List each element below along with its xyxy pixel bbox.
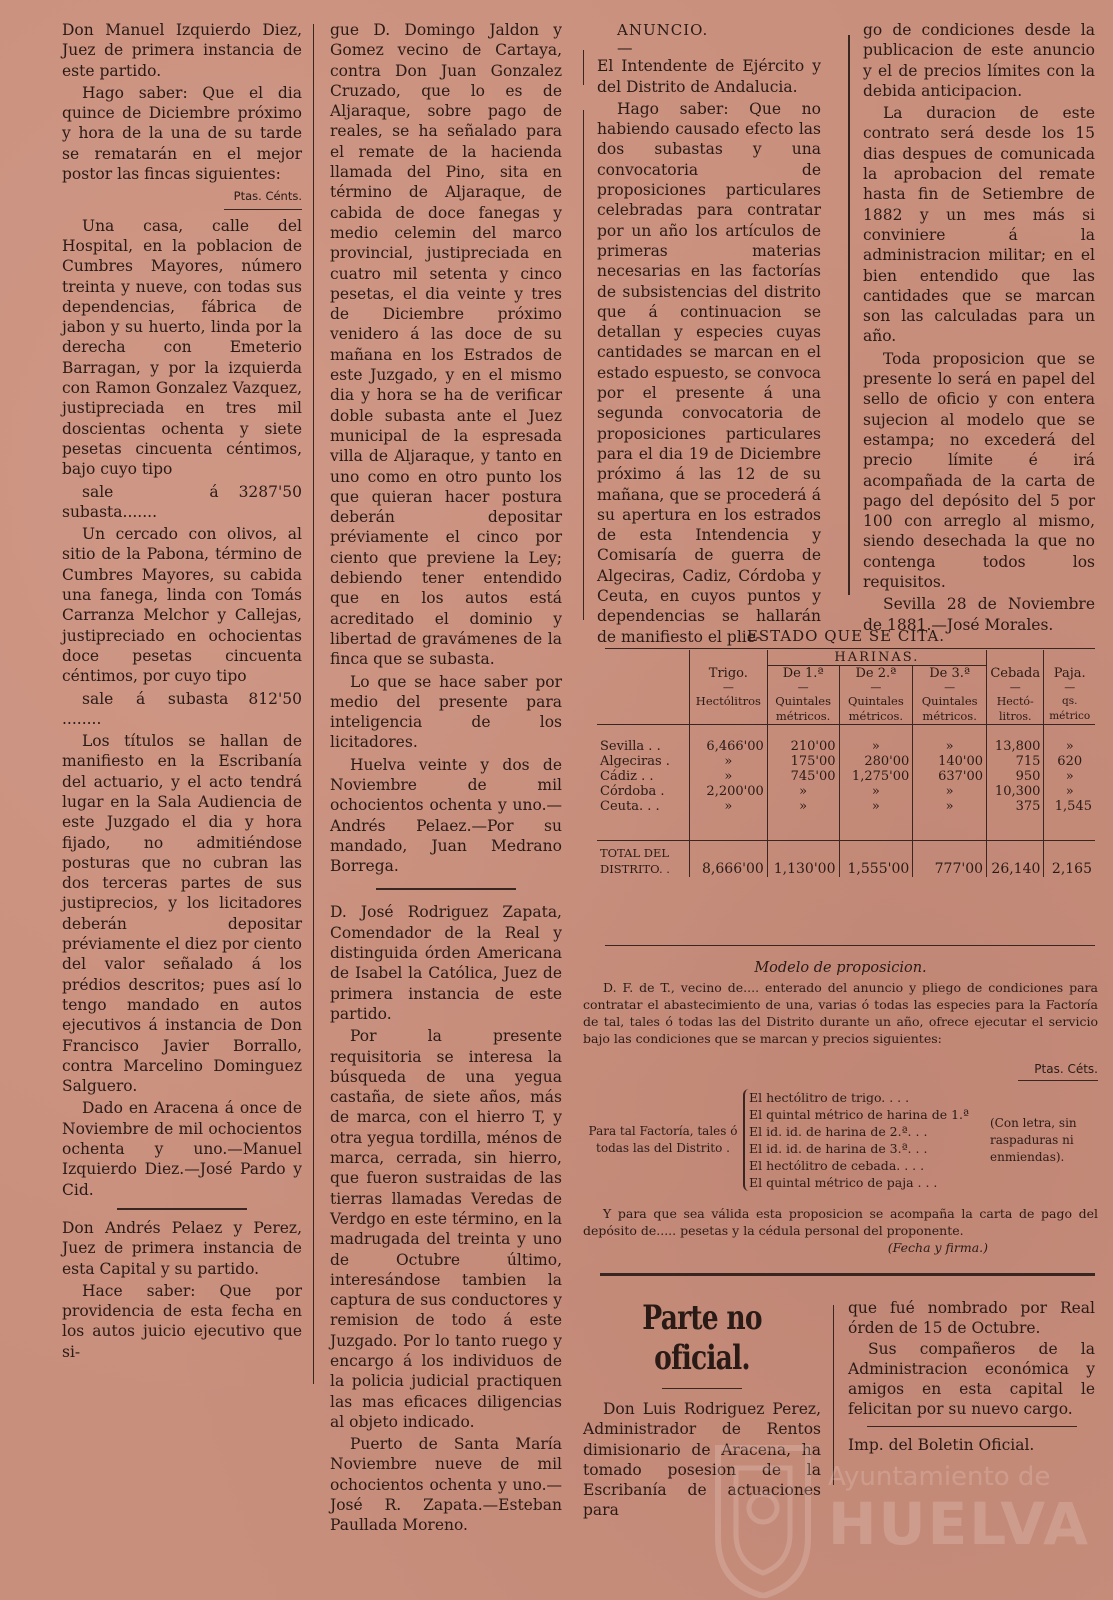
unit-label: qs. métrico (1044, 694, 1095, 725)
rule (600, 1273, 1095, 1276)
column-1 (62, 20, 302, 1364)
column-rule (583, 50, 584, 85)
table-row (597, 739, 1095, 754)
printer-imprint: Imp. del Boletin Oficial. (848, 1435, 1035, 1454)
table-cell: 715 (987, 754, 1044, 769)
edict-paragraph: Hago saber: Que el dia quince de Diciembre próximo y hora de la una de su tarde se rematarán en el mejor postor las fincas siguientes: (62, 83, 302, 184)
modelo-item: El hectólitro de cebada. . . . (749, 1158, 925, 1173)
total-label-line: TOTAL DEL (600, 846, 669, 860)
modelo-proposicion (583, 960, 1098, 1256)
table-cell: » (767, 784, 839, 799)
row-label: Cádiz . . (600, 769, 654, 784)
column-rule (313, 24, 314, 1384)
price-label: sale á subasta....... (62, 482, 219, 521)
row-label: Córdoba . (600, 784, 665, 799)
table-row (597, 784, 1095, 799)
table-cell: » (913, 784, 987, 799)
column-header: De 1.ª (767, 666, 839, 682)
edict-heading: Don Manuel Izquierdo Diez, Juez de primera instancia de este partido. (62, 21, 302, 80)
table-cell: 950 (987, 769, 1044, 784)
modelo-item: El id. id. de harina de 2.ª. . . (749, 1124, 928, 1139)
edict-heading: Don Andrés Pelaez y Perez, Juez de primera instancia de esta Capital y su partido. (62, 1218, 302, 1278)
property-description: Una casa, calle del Hospital, en la poblacion de Cumbres Mayores, número treinta y nueve, con todas sus dependencias, fábrica de jabon y su huerto, linda por la derecha con Emeterio Barragan, y por la izquierda con Ramon Gonzalez Vazquez, justipreciada en tres mil doscientas ochenta y siete pesetas cincuenta céntimos, bajo cuyo tipo (62, 216, 302, 479)
separator (376, 888, 516, 890)
total-cell: 2,165 (1044, 841, 1095, 878)
parte-paragraph: Sus compañeros de la Administracion económica y amigos en esta capital le felicitan por su nuevo cargo. (848, 1339, 1095, 1419)
shield-icon (708, 1438, 818, 1598)
modelo-items-block (583, 1089, 1098, 1191)
anuncio-paragraph: Hago saber: Que no habiendo causado efecto las dos subastas y una convocatoria de proposiciones particulares celebradas para contratar por un año los artículos de primeras materias necesarias en las factorías de subsistencias del distrito que á continuacion se detallan y especies cuyas cantidades se marcan en el estado espuesto, se convoca por el presente á una segunda convocatoria de proposiciones particulares para el dia 19 de Diciembre próximo á las 12 de su mañana, que se procederá á su apertura en los estrados de esta Intendencia y Comisaría de guerra de Algeciras, Cadiz, Córdoba y Ceuta, en cuyos puntos y dependencias se hallarán de manifiesto el plie- (597, 99, 821, 646)
separator (117, 1208, 247, 1210)
archive-watermark (708, 1438, 1098, 1598)
row-label: Ceuta. . . (600, 799, 660, 814)
edict-signature: Huelva veinte y dos de Noviembre de mil ochocientos ochenta y uno.—Andrés Pelaez.—Por su mandado, Juan Medrano Borrega. (330, 755, 562, 876)
rule (224, 209, 302, 210)
watermark-top-text: Ayuntamiento de (828, 1462, 1051, 1492)
requisitoria-paragraph: Por la presente requisitoria se interesa la búsqueda de una yegua castaña, de siete años, más de marca, con el hierro T, y otra yegua tordilla, ménos de marca, cerrada, sin hierro, que fueron sustraidas de las tierras llamadas Veredas de Verdgo en este término, en la madrugada del treinta y uno de Octubre último, interesándose tambien la captura de sus conductores y remision de todo á este Juzgado. Por lo tanto ruego y encargo á los individuos de la policia judicial practiquen las mas eficaces diligencias al objeto indicado. (330, 1027, 562, 1431)
rule (1018, 1080, 1098, 1081)
table-cell: 620 (1044, 754, 1095, 769)
unit-label: Quintales métricos. (913, 694, 987, 725)
anuncio-title: ANUNCIO. (617, 21, 709, 39)
unit-label: Quintales métricos. (839, 694, 913, 725)
table-cell: 745'00 (767, 769, 839, 784)
modelo-title: Modelo de proposicion. (754, 960, 927, 976)
table-cell: » (913, 739, 987, 754)
row-label: Algeciras . (600, 754, 670, 769)
total-row (597, 841, 1095, 878)
anuncio-paragraph: go de condiciones desde la publicacion de este anuncio y el de precios límites con la debida anticipacion. (863, 21, 1095, 100)
edict-signature: Dado en Aracena á once de Noviembre de mil ochocientos ochenta y uno.—Manuel Izquierdo Diez.—José Pardo y Cid. (62, 1099, 302, 1199)
table-cell: 13,800 (987, 739, 1044, 754)
unit-label: Hectó-litros. (987, 694, 1044, 725)
total-cell: 1,555'00 (839, 841, 913, 878)
edict-paragraph: Lo que se hace saber por medio del presente para inteligencia de los licitadores. (330, 672, 562, 752)
column-rule (848, 35, 850, 595)
rule (605, 648, 1095, 649)
modelo-ptas-header: Ptas. Céts. (1034, 1062, 1098, 1076)
column-header: Cebada (987, 666, 1044, 682)
table-cell: » (839, 739, 913, 754)
column-rule (583, 110, 584, 620)
edict-paragraph: gue D. Domingo Jaldon y Gomez vecino de Cartaya, contra Don Juan Gonzalez Cruzado, que lo es de Aljaraque, sobre pago de reales, se ha señalado para el remate de la hacienda llamada del Pino, sita en término de Aljaraque, de cabida de doce fanegas y medio celemin del marco provincial, justipreciada en cuatro mil setenta y cinco pesetas, el dia veinte y tres de Diciembre próximo venidero á las doce de su mañana en los Estrados de este Juzgado, y en el mismo dia y hora se ha de verificar doble subasta ante el Juez municipal de la espresada villa de Aljaraque, y tanto en uno como en otro punto los que quieran hacer postura deberán depositar préviamente el cinco por ciento que previene la Ley; debiendo tener entendido que en los autos está acreditado el dominio y libertad de gravámenes de la finca que se subasta. (330, 21, 562, 669)
table-cell: 6,466'00 (689, 739, 767, 754)
edict-heading: D. José Rodriguez Zapata, Comendador de la Real y distinguida órden Americana de Isabel la Católica, Juez de primera instancia de este partido. (330, 903, 562, 1023)
total-cell: 8,666'00 (689, 841, 767, 878)
rule (662, 1388, 742, 1389)
estado-table: HARINAS. Trigo. De 1.ª De 2.ª De 3.ª Cebada Paja. — — — — — — Hectólitros Quintales métricos. Quintales métricos. Quintales métricos. Hectó-litros. qs. métrico Sevilla . . 6,466'00 210'00 » » 13,800 » Algeciras . » 175'00 280'00 140'00 715 620 Cádiz . . » 745'00 1,275'00 637'00 950 » Córdoba . 2,200'00 » » » 10,300 » Ceuta. . . » » » » 375 1,545 TOTAL DEL DISTRITO. . 8,666'00 1,130'00 1,555'00 777'00 26,140 2,165 (597, 650, 1095, 877)
unit-label: Hectólitros (689, 694, 767, 725)
total-cell: 777'00 (913, 841, 987, 878)
total-cell: 1,130'00 (767, 841, 839, 878)
table-cell: » (1044, 784, 1095, 799)
table-cell: 140'00 (913, 754, 987, 769)
table-row (597, 799, 1095, 814)
row-label: Sevilla . . (600, 739, 661, 754)
modelo-item: El hectólitro de trigo. . . . (749, 1090, 910, 1105)
edict-paragraph: Los títulos se hallan de manifiesto en la Escribanía del actuario, y el acto tendrá lugar en la Sala Audiencia de este Juzgado el dia y hora fijado, no admitiéndose posturas que no cubran las dos terceras partes de sus justiprecios, y los licitadores deberán depositar préviamente el diez por ciento del valor señalado á los prédios descritos; pues así lo tengo mandado en autos ejecutivos á instancia de Don Francisco Javier Borrallo, contra Marcelino Dominguez Salguero. (62, 732, 302, 1096)
table-cell: » (1044, 769, 1095, 784)
modelo-item: El quintal métrico de harina de 1.ª (749, 1107, 969, 1122)
column-header: De 2.ª (839, 666, 913, 682)
property-description: Un cercado con olivos, al sitio de la Pabona, término de Cumbres Mayores, su cabida una fanega, linda con Tomás Carranza Melchor y Callejas, justipreciado en ochocientas doce pesetas cincuenta céntimos, por cuyo tipo (62, 525, 302, 686)
column-header: Paja. (1044, 666, 1095, 682)
table-cell: 175'00 (767, 754, 839, 769)
table-cell: 375 (987, 799, 1044, 814)
modelo-left-label: Para tal Factoría, tales ó todas las del Distrito . (588, 1124, 738, 1155)
table-cell: 280'00 (839, 754, 913, 769)
harinas-header: HARINAS. (767, 650, 986, 666)
rule (605, 945, 1095, 946)
column-2 (330, 20, 562, 1538)
modelo-item: El id. id. de harina de 3.ª. . . (749, 1141, 928, 1156)
anuncio-paragraph: Toda proposicion que se presente lo será en papel del sello de oficio y con entera sujecion al modelo que se estampa; no excederá del precio límite é irá acompañada de la carta de pago del depósito del 5 por 100 con arreglo al mismo, siendo desechada la que no contenga todos los requisitos. (863, 349, 1095, 592)
modelo-sign: (Fecha y firma.) (887, 1240, 988, 1255)
watermark-main-text: HUELVA (828, 1490, 1091, 1558)
table-cell: » (767, 799, 839, 814)
anuncio-signature: Sevilla 28 de Noviembre de 1881.—José Morales. (863, 595, 1095, 634)
table-cell: » (839, 784, 913, 799)
table-cell: 1,275'00 (839, 769, 913, 784)
parte-paragraph: que fué nombrado por Real órden de 15 de Octubre. (848, 1299, 1095, 1338)
price-line (62, 482, 302, 523)
unit-label: Quintales métricos. (767, 694, 839, 725)
table-cell: 1,545 (1044, 799, 1095, 814)
parte-title: Parte no oficial. (642, 1298, 762, 1378)
table-cell: » (1044, 739, 1095, 754)
column-3 (597, 20, 821, 649)
modelo-paragraph: Y para que sea válida esta proposicion se acompaña la carta de pago del depósito de..... pesetas y la cédula personal del proponente. (583, 1206, 1098, 1238)
edict-signature: Puerto de Santa María Noviembre nueve de mil ochocientos ochenta y uno.—José R. Zapata.—Esteban Paullada Moreno. (330, 1435, 562, 1535)
parte-paragraph: Don Luis Rodriguez Perez, Administrador de Rentos dimisionario de Aracena, ha tomado posesion de la Escribanía de actuaciones para (583, 1400, 821, 1520)
modelo-note: (Con letra, sin raspaduras ni enmiendas). (990, 1115, 1077, 1164)
title-dash: — (617, 39, 633, 58)
total-cell: 26,140 (987, 841, 1044, 878)
anuncio-heading: El Intendente de Ejército y del Distrito de Andalucia. (597, 57, 821, 96)
price-value: 3287'50 (238, 482, 302, 501)
estado-title: ESTADO QUE SE CITA. (746, 627, 946, 645)
price-label: sale á subasta ........ (62, 689, 229, 728)
modelo-paragraph: D. F. de T., vecino de.... enterado del anuncio y pliego de condiciones para contratar el abastecimiento de una, varias ó todas las especies para la Factoría de tal, tales ó todas las del Distrito durante un año, ofrece ejecutar el servicio bajo las condiciones que se marcan y precios siguientes: (583, 980, 1098, 1046)
column-4-bottom (848, 1298, 1095, 1455)
table-cell: 210'00 (767, 739, 839, 754)
table-row (597, 769, 1095, 784)
table-row (597, 754, 1095, 769)
price-line (62, 689, 302, 730)
table-cell: » (689, 769, 767, 784)
edict-paragraph: Hace saber: Que por providencia de esta fecha en los autos juicio ejecutivo que si- (62, 1281, 302, 1361)
column-4 (863, 20, 1095, 637)
column-header: Trigo. (689, 666, 767, 682)
modelo-items (743, 1089, 984, 1191)
column-header: De 3.ª (913, 666, 987, 682)
total-label-line: DISTRITO. . (600, 862, 670, 876)
total-label (597, 841, 689, 878)
table-cell: » (689, 754, 767, 769)
table-cell: » (839, 799, 913, 814)
table-cell: 637'00 (913, 769, 987, 784)
price-value: 812'50 (248, 689, 302, 708)
table-cell: 10,300 (987, 784, 1044, 799)
table-cell: » (689, 799, 767, 814)
table-cell: » (913, 799, 987, 814)
rule (867, 1426, 1077, 1427)
modelo-item: El quintal métrico de paja . . . (749, 1175, 938, 1190)
price-column-header: Ptas. Cénts. (233, 189, 302, 204)
table-cell: 2,200'00 (689, 784, 767, 799)
anuncio-paragraph: La duracion de este contrato será desde los 15 dias despues de comunicada la aprobacion del remate hasta fin de Setiembre de 1882 y un mes más si conviniere á la administracion militar; en el bien entendido que las cantidades que se marcan son las calculadas para un año. (863, 104, 1095, 346)
